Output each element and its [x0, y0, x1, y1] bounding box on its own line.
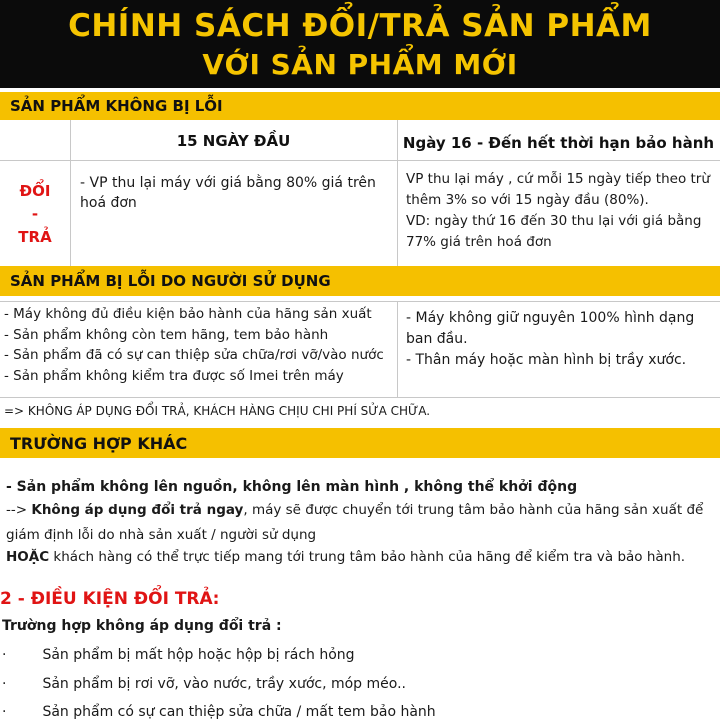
table-divider	[0, 397, 720, 398]
cell-user-fault-appearance: - Máy không giữ nguyên 100% hình dạng ban đầu. - Thân máy hoặc màn hình bị trầy xước.	[406, 310, 695, 368]
other-case-diagnosis: giám định lỗi do nhà sản xuất / người sử dụng	[6, 527, 317, 543]
section-title-not-defective: SẢN PHẨM KHÔNG BỊ LỖI	[0, 92, 720, 120]
table-divider	[0, 160, 720, 161]
other-case-no-power: - Sản phẩm không lên nguồn, không lên màn hình , không thể khởi động	[6, 479, 578, 495]
list-item: · Sản phẩm có sự can thiệp sửa chữa / mất tem bảo hành	[2, 704, 436, 720]
bullet-icon: ·	[2, 676, 7, 692]
section-title-other-cases: TRƯỜNG HỢP KHÁC	[0, 428, 720, 458]
table-divider	[397, 301, 398, 397]
list-item: · Sản phẩm bị mất hộp hoặc hộp bị rách hỏng	[2, 647, 355, 663]
header-banner	[0, 0, 720, 88]
banner-title: CHÍNH SÁCH ĐỔI/TRẢ SẢN PHẨM	[68, 8, 652, 44]
banner-subtitle: VỚI SẢN PHẨM MỚI	[202, 48, 518, 81]
bullet-icon: ·	[2, 647, 7, 663]
column-header-first-15-days: 15 NGÀY ĐẦU	[176, 132, 291, 150]
section-title-user-fault: SẢN PHẨM BỊ LỖI DO NGƯỜI SỬ DỤNG	[0, 266, 720, 296]
other-case-alternative: HOẶC khách hàng có thể trực tiếp mang tới trung tâm bảo hành của hãng để kiểm tra và bảo hành.	[6, 549, 686, 565]
list-item: · Sản phẩm bị rơi vỡ, vào nước, trầy xước, móp méo..	[2, 676, 406, 692]
section-title-return-conditions: 2 - ĐIỀU KIỆN ĐỔI TRẢ:	[0, 589, 220, 609]
row-label-exchange-return: ĐỔI - TRẢ	[18, 182, 52, 246]
cell-day-16-onward: VP thu lại máy , cứ mỗi 15 ngày tiếp theo trừ thêm 3% so với 15 ngày đầu (80%). VD: ngày thứ 16 đến 30 thu lại với giá bằng 77% giá trên hoá đơn	[406, 171, 710, 250]
cell-first-15-days: - VP thu lại máy với giá bằng 80% giá trên hoá đơn	[80, 175, 376, 211]
user-fault-note: => KHÔNG ÁP DỤNG ĐỔI TRẢ, KHÁCH HÀNG CHỊU CHI PHÍ SỬA CHỮA.	[4, 404, 431, 418]
column-header-day-16: Ngày 16 - Đến hết thời hạn bảo hành	[402, 134, 715, 152]
other-case-procedure: --> Không áp dụng đổi trả ngay, máy sẽ được chuyển tới trung tâm bảo hành của hãng sản xuất để	[6, 502, 704, 518]
cell-user-fault-conditions: - Máy không đủ điều kiện bảo hành của hãng sản xuất - Sản phẩm không còn tem hãng, tem bảo hành - Sản phẩm đã có sự can thiệp sửa chữa/rơi vỡ/vào nước - Sản phẩm không kiểm tra được số Imei trên máy	[4, 306, 384, 384]
bullet-icon: ·	[2, 704, 7, 720]
table-divider	[0, 301, 720, 302]
return-conditions-subtitle: Trường hợp không áp dụng đổi trả :	[2, 618, 282, 634]
